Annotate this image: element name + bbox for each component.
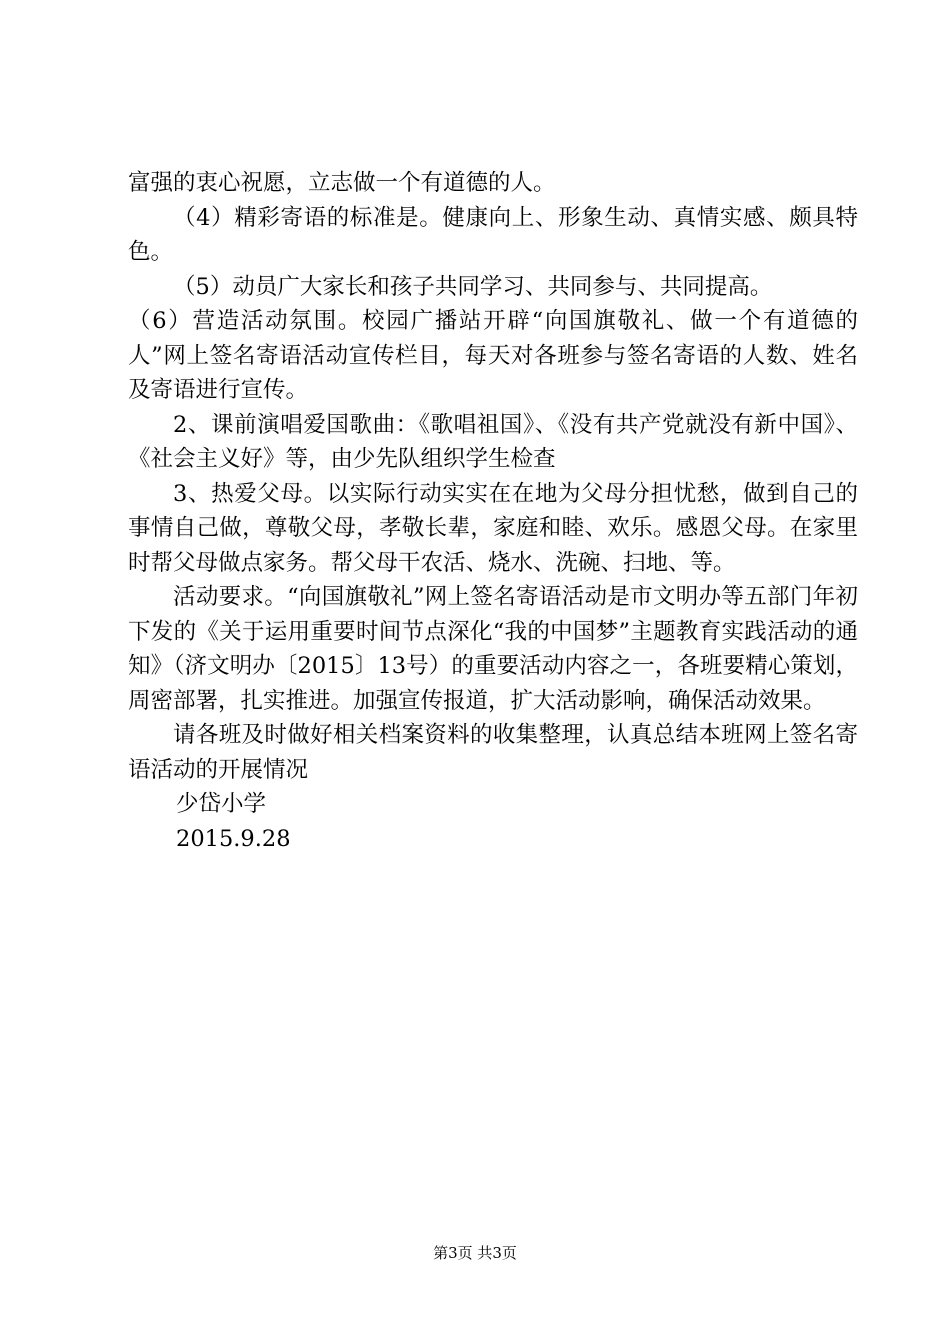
paragraph-item-6: （6）营造活动氛围。校园广播站开辟“向国旗敬礼、做一个有道德的人”网上签名寄语活动宣传栏目，每天对各班参与签名寄语的人数、姓名及寄语进行宣传。	[128, 308, 858, 403]
paragraph-requirements: 活动要求。“向国旗敬礼”网上签名寄语活动是市文明办等五部门年初下发的《关于运用重要时间节点深化“我的中国梦”主题教育实践活动的通知》（济文明办〔2015〕13号）的重要活动内容之一，各班要精心策划，周密部署，扎实推进。加强宣传报道，扩大活动影响，确保活动效果。	[128, 584, 858, 714]
page-footer: 第3页 共3页	[433, 1244, 517, 1262]
paragraph-item-3: 3、热爱父母。以实际行动实实在在地为父母分担忧愁，做到自己的事情自己做，尊敬父母，孝敬长辈，家庭和睦、欢乐。感恩父母。在家里时帮父母做点家务。帮父母干农活、烧水、洗碗、扫地、等。	[128, 480, 858, 576]
paragraph-item-5: （5）动员广大家长和孩子共同学习、共同参与、共同提高。	[173, 273, 773, 300]
paragraph-continuation: 富强的衷心祝愿，立志做一个有道德的人。	[128, 170, 556, 196]
signature-organization: 少岱小学	[176, 791, 267, 817]
document-body	[128, 166, 858, 856]
paragraph-closing-request: 请各班及时做好相关档案资料的收集整理，认真总结本班网上签名寄语活动的开展情况	[128, 722, 858, 783]
paragraph-item-4: （4）精彩寄语的标准是。健康向上、形象生动、真情实感、颇具特色。	[128, 204, 858, 265]
paragraph-item-2: 2、课前演唱爱国歌曲：《歌唱祖国》、《没有共产党就没有新中国》、《社会主义好》等，由少先队组织学生检查	[128, 411, 858, 472]
signature-date: 2015.9.28	[176, 825, 291, 852]
